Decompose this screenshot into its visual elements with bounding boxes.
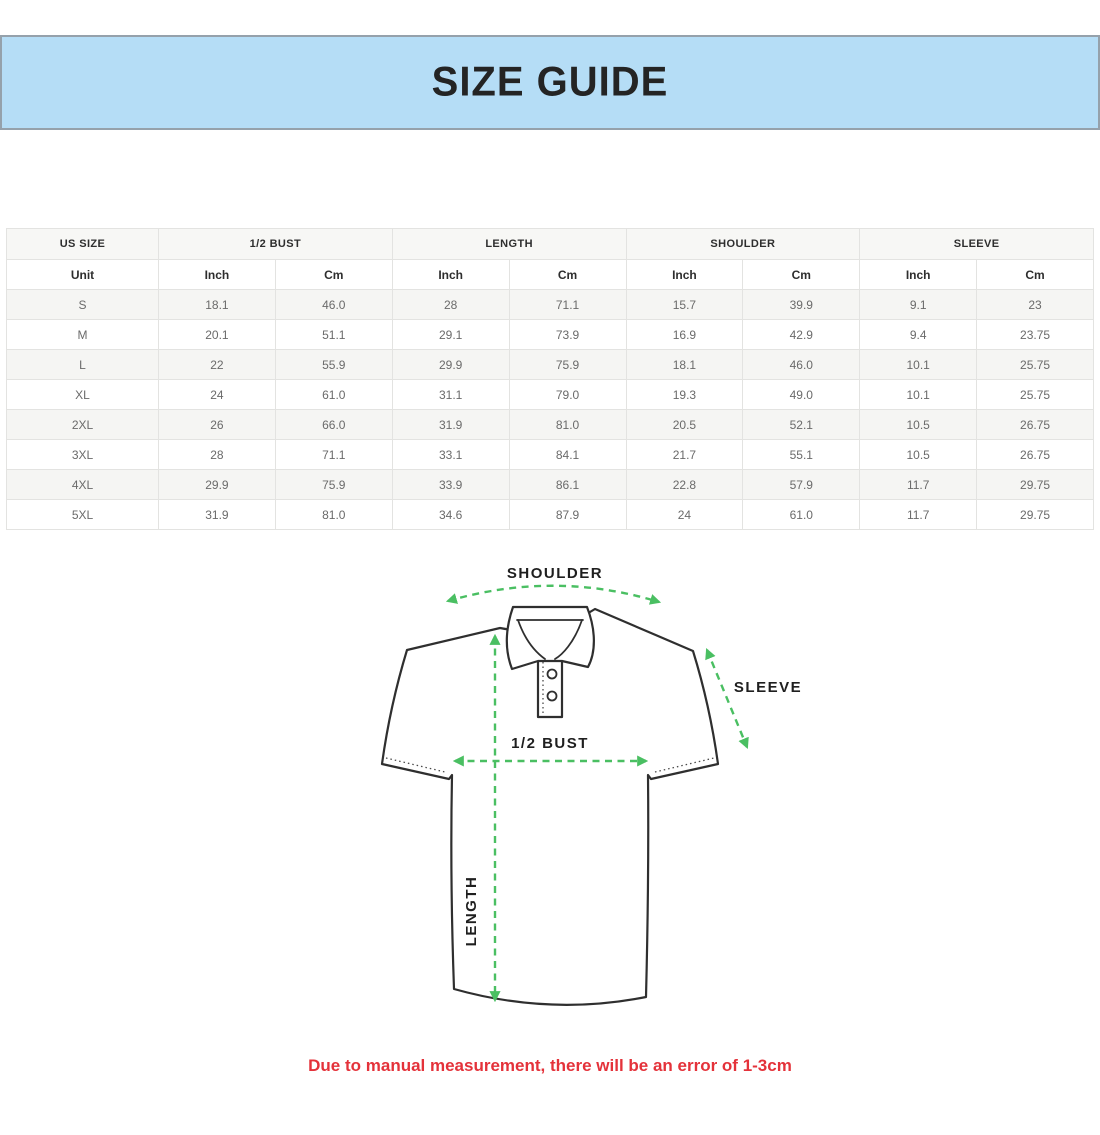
col-header-us-size: US SIZE xyxy=(7,229,159,260)
size-cell: 33.9 xyxy=(392,470,509,500)
size-cell: 29.75 xyxy=(977,500,1094,530)
size-cell: 81.0 xyxy=(275,500,392,530)
size-cell: 4XL xyxy=(7,470,159,500)
size-table-section xyxy=(6,228,1094,530)
size-cell: 29.1 xyxy=(392,320,509,350)
size-cell: 10.1 xyxy=(860,380,977,410)
bust-label: 1/2 BUST xyxy=(511,735,589,752)
unit-header: Cm xyxy=(743,260,860,290)
size-cell: 5XL xyxy=(7,500,159,530)
size-cell: 9.4 xyxy=(860,320,977,350)
size-cell: 52.1 xyxy=(743,410,860,440)
size-cell: 11.7 xyxy=(860,500,977,530)
size-cell: 16.9 xyxy=(626,320,743,350)
table-row xyxy=(7,470,1094,500)
size-cell: 29.9 xyxy=(159,470,276,500)
table-unit-header-row xyxy=(7,260,1094,290)
size-guide-banner xyxy=(0,35,1100,130)
size-cell: 55.9 xyxy=(275,350,392,380)
unit-header: Cm xyxy=(275,260,392,290)
size-cell: 75.9 xyxy=(509,350,626,380)
size-cell: 2XL xyxy=(7,410,159,440)
size-cell: 31.9 xyxy=(159,500,276,530)
size-cell: 21.7 xyxy=(626,440,743,470)
measurement-disclaimer: Due to manual measurement, there will be an error of 1-3cm xyxy=(308,1056,792,1075)
size-cell: 46.0 xyxy=(743,350,860,380)
size-cell: 10.5 xyxy=(860,410,977,440)
size-cell: 19.3 xyxy=(626,380,743,410)
unit-header: Cm xyxy=(509,260,626,290)
size-cell: 20.5 xyxy=(626,410,743,440)
col-header-shoulder: SHOULDER xyxy=(626,229,860,260)
size-cell: L xyxy=(7,350,159,380)
size-cell: 87.9 xyxy=(509,500,626,530)
size-cell: 46.0 xyxy=(275,290,392,320)
unit-header: Inch xyxy=(392,260,509,290)
measurement-diagram xyxy=(350,548,850,1048)
size-cell: 24 xyxy=(159,380,276,410)
size-cell: XL xyxy=(7,380,159,410)
size-cell: 73.9 xyxy=(509,320,626,350)
unit-header: Cm xyxy=(977,260,1094,290)
size-cell: 26.75 xyxy=(977,410,1094,440)
table-row xyxy=(7,410,1094,440)
size-cell: 22.8 xyxy=(626,470,743,500)
col-header-length: LENGTH xyxy=(392,229,626,260)
unit-header: Inch xyxy=(159,260,276,290)
table-row xyxy=(7,290,1094,320)
size-cell: 39.9 xyxy=(743,290,860,320)
size-cell: 23.75 xyxy=(977,320,1094,350)
size-cell: 31.9 xyxy=(392,410,509,440)
size-cell: 26.75 xyxy=(977,440,1094,470)
size-cell: 66.0 xyxy=(275,410,392,440)
table-group-header-row xyxy=(7,229,1094,260)
unit-header: Unit xyxy=(7,260,159,290)
size-cell: 3XL xyxy=(7,440,159,470)
table-row xyxy=(7,380,1094,410)
polo-placket xyxy=(538,660,562,717)
size-cell: 57.9 xyxy=(743,470,860,500)
size-cell: 10.1 xyxy=(860,350,977,380)
shoulder-arrow xyxy=(448,586,659,602)
size-cell: 81.0 xyxy=(509,410,626,440)
size-cell: 18.1 xyxy=(159,290,276,320)
page-title: SIZE GUIDE xyxy=(431,58,669,106)
size-cell: 20.1 xyxy=(159,320,276,350)
size-cell: 31.1 xyxy=(392,380,509,410)
shoulder-label: SHOULDER xyxy=(506,565,604,582)
polo-button xyxy=(548,670,557,679)
size-cell: 23 xyxy=(977,290,1094,320)
length-label: LENGTH xyxy=(463,875,480,947)
size-cell: 9.1 xyxy=(860,290,977,320)
sleeve-label: SLEEVE xyxy=(733,679,803,696)
col-header-half-bust: 1/2 BUST xyxy=(159,229,393,260)
size-cell: 22 xyxy=(159,350,276,380)
size-cell: 26 xyxy=(159,410,276,440)
size-cell: 75.9 xyxy=(275,470,392,500)
size-cell: 18.1 xyxy=(626,350,743,380)
size-cell: 71.1 xyxy=(275,440,392,470)
size-cell: 25.75 xyxy=(977,350,1094,380)
size-cell: 25.75 xyxy=(977,380,1094,410)
size-table xyxy=(6,228,1094,530)
size-cell: 71.1 xyxy=(509,290,626,320)
size-cell: 42.9 xyxy=(743,320,860,350)
size-cell: 28 xyxy=(392,290,509,320)
unit-header: Inch xyxy=(860,260,977,290)
size-cell: 55.1 xyxy=(743,440,860,470)
size-cell: 24 xyxy=(626,500,743,530)
size-cell: 11.7 xyxy=(860,470,977,500)
size-cell: 28 xyxy=(159,440,276,470)
size-cell: 33.1 xyxy=(392,440,509,470)
size-cell: 79.0 xyxy=(509,380,626,410)
size-cell: 29.9 xyxy=(392,350,509,380)
size-cell: 49.0 xyxy=(743,380,860,410)
size-cell: 86.1 xyxy=(509,470,626,500)
size-cell: 10.5 xyxy=(860,440,977,470)
table-row xyxy=(7,500,1094,530)
table-row xyxy=(7,320,1094,350)
size-cell: 51.1 xyxy=(275,320,392,350)
size-cell: M xyxy=(7,320,159,350)
size-cell: 61.0 xyxy=(743,500,860,530)
polo-collar xyxy=(507,607,594,669)
size-cell: 84.1 xyxy=(509,440,626,470)
col-header-sleeve: SLEEVE xyxy=(860,229,1094,260)
size-cell: 15.7 xyxy=(626,290,743,320)
size-cell: 29.75 xyxy=(977,470,1094,500)
polo-button xyxy=(548,692,557,701)
size-cell: 61.0 xyxy=(275,380,392,410)
size-cell: S xyxy=(7,290,159,320)
size-cell: 34.6 xyxy=(392,500,509,530)
table-row xyxy=(7,350,1094,380)
unit-header: Inch xyxy=(626,260,743,290)
table-row xyxy=(7,440,1094,470)
